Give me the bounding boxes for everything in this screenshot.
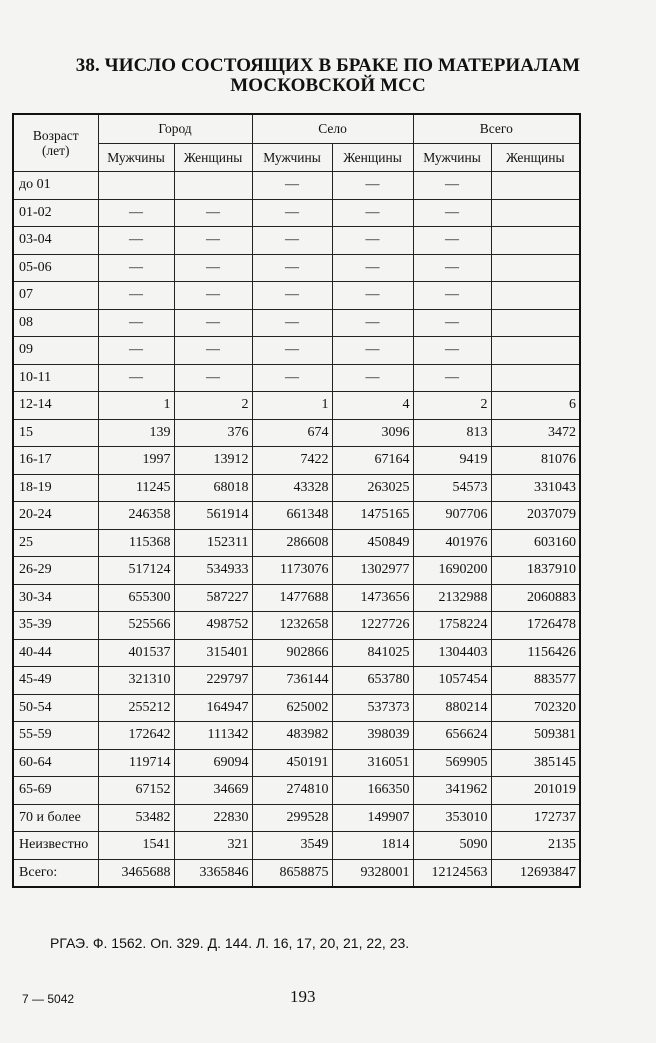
value-cell: — bbox=[413, 309, 491, 337]
table-body bbox=[13, 172, 580, 888]
value-cell: 3472 bbox=[491, 419, 580, 447]
age-cell: Всего: bbox=[13, 859, 98, 887]
age-column-header: Возраст (лет) bbox=[13, 114, 98, 172]
value-cell: 537373 bbox=[332, 694, 413, 722]
value-cell: 401537 bbox=[98, 639, 174, 667]
value-cell: 9328001 bbox=[332, 859, 413, 887]
value-cell: 1 bbox=[98, 392, 174, 420]
value-cell: 67164 bbox=[332, 447, 413, 475]
value-cell: — bbox=[332, 337, 413, 365]
value-cell: 813 bbox=[413, 419, 491, 447]
value-cell: 2060883 bbox=[491, 584, 580, 612]
value-cell: 498752 bbox=[174, 612, 252, 640]
marriage-statistics-table bbox=[12, 113, 581, 888]
value-cell: — bbox=[98, 254, 174, 282]
value-cell: 255212 bbox=[98, 694, 174, 722]
value-cell: 3465688 bbox=[98, 859, 174, 887]
value-cell: 12124563 bbox=[413, 859, 491, 887]
value-cell: — bbox=[332, 282, 413, 310]
value-cell: 1690200 bbox=[413, 557, 491, 585]
value-cell bbox=[491, 364, 580, 392]
value-cell: 517124 bbox=[98, 557, 174, 585]
value-cell: 9419 bbox=[413, 447, 491, 475]
value-cell: 13912 bbox=[174, 447, 252, 475]
age-cell: 70 и более bbox=[13, 804, 98, 832]
value-cell: 149907 bbox=[332, 804, 413, 832]
value-cell bbox=[491, 309, 580, 337]
table-row bbox=[13, 172, 580, 200]
value-cell: 1227726 bbox=[332, 612, 413, 640]
value-cell: 331043 bbox=[491, 474, 580, 502]
value-cell: 661348 bbox=[252, 502, 332, 530]
value-cell: — bbox=[332, 254, 413, 282]
value-cell: 81076 bbox=[491, 447, 580, 475]
value-cell: 201019 bbox=[491, 777, 580, 805]
value-cell: 1057454 bbox=[413, 667, 491, 695]
value-cell: — bbox=[174, 227, 252, 255]
age-cell: 35-39 bbox=[13, 612, 98, 640]
table-row bbox=[13, 309, 580, 337]
age-cell: 10-11 bbox=[13, 364, 98, 392]
value-cell: 907706 bbox=[413, 502, 491, 530]
table-row bbox=[13, 557, 580, 585]
value-cell bbox=[491, 199, 580, 227]
age-cell: 18-19 bbox=[13, 474, 98, 502]
value-cell: 1156426 bbox=[491, 639, 580, 667]
table-row bbox=[13, 722, 580, 750]
table-row bbox=[13, 227, 580, 255]
value-cell: — bbox=[332, 364, 413, 392]
group-header-total: Всего bbox=[413, 114, 580, 144]
value-cell: — bbox=[252, 309, 332, 337]
age-cell: 16-17 bbox=[13, 447, 98, 475]
age-cell: 15 bbox=[13, 419, 98, 447]
value-cell: 841025 bbox=[332, 639, 413, 667]
table-row bbox=[13, 584, 580, 612]
table-row bbox=[13, 667, 580, 695]
value-cell: 655300 bbox=[98, 584, 174, 612]
value-cell: — bbox=[332, 172, 413, 200]
value-cell: 7422 bbox=[252, 447, 332, 475]
value-cell: 509381 bbox=[491, 722, 580, 750]
table-row bbox=[13, 529, 580, 557]
value-cell: — bbox=[332, 227, 413, 255]
value-cell: 1475165 bbox=[332, 502, 413, 530]
age-cell: 55-59 bbox=[13, 722, 98, 750]
table-row bbox=[13, 254, 580, 282]
value-cell: 274810 bbox=[252, 777, 332, 805]
value-cell: 561914 bbox=[174, 502, 252, 530]
value-cell: — bbox=[252, 364, 332, 392]
value-cell bbox=[491, 337, 580, 365]
value-cell: — bbox=[252, 282, 332, 310]
age-cell: до 01 bbox=[13, 172, 98, 200]
value-cell: 1997 bbox=[98, 447, 174, 475]
age-cell: 01-02 bbox=[13, 199, 98, 227]
value-cell: 315401 bbox=[174, 639, 252, 667]
value-cell: 1232658 bbox=[252, 612, 332, 640]
value-cell: — bbox=[252, 199, 332, 227]
table-row bbox=[13, 639, 580, 667]
value-cell: 534933 bbox=[174, 557, 252, 585]
value-cell: — bbox=[332, 199, 413, 227]
table-row bbox=[13, 282, 580, 310]
table-row bbox=[13, 694, 580, 722]
age-cell: Неизвестно bbox=[13, 832, 98, 860]
value-cell: 483982 bbox=[252, 722, 332, 750]
value-cell: 603160 bbox=[491, 529, 580, 557]
value-cell: — bbox=[174, 337, 252, 365]
age-cell: 09 bbox=[13, 337, 98, 365]
value-cell: 11245 bbox=[98, 474, 174, 502]
value-cell: 587227 bbox=[174, 584, 252, 612]
value-cell: — bbox=[174, 199, 252, 227]
value-cell: — bbox=[413, 227, 491, 255]
subheader-village-women: Женщины bbox=[332, 144, 413, 172]
subheader-city-men: Мужчины bbox=[98, 144, 174, 172]
value-cell: 1302977 bbox=[332, 557, 413, 585]
value-cell: — bbox=[174, 309, 252, 337]
value-cell: — bbox=[174, 254, 252, 282]
value-cell bbox=[491, 254, 580, 282]
value-cell: 353010 bbox=[413, 804, 491, 832]
title-line-2: МОСКОВСКОЙ МСС bbox=[230, 75, 426, 96]
table-row bbox=[13, 859, 580, 887]
value-cell: 172642 bbox=[98, 722, 174, 750]
value-cell: 5090 bbox=[413, 832, 491, 860]
value-cell: 525566 bbox=[98, 612, 174, 640]
value-cell: — bbox=[98, 227, 174, 255]
value-cell: 321310 bbox=[98, 667, 174, 695]
table-row bbox=[13, 199, 580, 227]
value-cell: 1541 bbox=[98, 832, 174, 860]
value-cell: 229797 bbox=[174, 667, 252, 695]
value-cell: 1758224 bbox=[413, 612, 491, 640]
value-cell: — bbox=[98, 364, 174, 392]
value-cell bbox=[174, 172, 252, 200]
value-cell: — bbox=[98, 309, 174, 337]
value-cell: 1814 bbox=[332, 832, 413, 860]
value-cell: 2132988 bbox=[413, 584, 491, 612]
subheader-total-women: Женщины bbox=[491, 144, 580, 172]
value-cell: 22830 bbox=[174, 804, 252, 832]
age-cell: 65-69 bbox=[13, 777, 98, 805]
value-cell: 2135 bbox=[491, 832, 580, 860]
value-cell: 1726478 bbox=[491, 612, 580, 640]
age-cell: 07 bbox=[13, 282, 98, 310]
value-cell: — bbox=[252, 254, 332, 282]
value-cell: 880214 bbox=[413, 694, 491, 722]
value-cell: 67152 bbox=[98, 777, 174, 805]
age-cell: 05-06 bbox=[13, 254, 98, 282]
subheader-city-women: Женщины bbox=[174, 144, 252, 172]
value-cell: 656624 bbox=[413, 722, 491, 750]
table-row bbox=[13, 419, 580, 447]
value-cell: 450849 bbox=[332, 529, 413, 557]
age-cell: 45-49 bbox=[13, 667, 98, 695]
value-cell: 8658875 bbox=[252, 859, 332, 887]
source-citation: РГАЭ. Ф. 1562. Оп. 329. Д. 144. Л. 16, 17, 20, 21, 22, 23. bbox=[50, 935, 410, 951]
table-row bbox=[13, 612, 580, 640]
value-cell: — bbox=[413, 254, 491, 282]
value-cell: — bbox=[174, 364, 252, 392]
value-cell: 111342 bbox=[174, 722, 252, 750]
table-row bbox=[13, 447, 580, 475]
value-cell: 53482 bbox=[98, 804, 174, 832]
value-cell: 883577 bbox=[491, 667, 580, 695]
value-cell: — bbox=[252, 172, 332, 200]
age-cell: 08 bbox=[13, 309, 98, 337]
value-cell: 1 bbox=[252, 392, 332, 420]
value-cell: 401976 bbox=[413, 529, 491, 557]
table-row bbox=[13, 804, 580, 832]
value-cell: 68018 bbox=[174, 474, 252, 502]
value-cell: — bbox=[98, 282, 174, 310]
value-cell: — bbox=[332, 309, 413, 337]
table-row bbox=[13, 832, 580, 860]
value-cell: 376 bbox=[174, 419, 252, 447]
value-cell: 316051 bbox=[332, 749, 413, 777]
age-cell: 50-54 bbox=[13, 694, 98, 722]
value-cell: 1473656 bbox=[332, 584, 413, 612]
value-cell: 12693847 bbox=[491, 859, 580, 887]
value-cell: 2 bbox=[174, 392, 252, 420]
subheader-total-men: Мужчины bbox=[413, 144, 491, 172]
value-cell: 263025 bbox=[332, 474, 413, 502]
age-cell: 25 bbox=[13, 529, 98, 557]
value-cell: 450191 bbox=[252, 749, 332, 777]
value-cell: 1477688 bbox=[252, 584, 332, 612]
table-row bbox=[13, 474, 580, 502]
value-cell: 6 bbox=[491, 392, 580, 420]
value-cell: 34669 bbox=[174, 777, 252, 805]
value-cell: — bbox=[413, 337, 491, 365]
value-cell: 246358 bbox=[98, 502, 174, 530]
value-cell bbox=[98, 172, 174, 200]
value-cell: 385145 bbox=[491, 749, 580, 777]
age-cell: 26-29 bbox=[13, 557, 98, 585]
age-cell: 40-44 bbox=[13, 639, 98, 667]
table-row bbox=[13, 749, 580, 777]
value-cell: 4 bbox=[332, 392, 413, 420]
table-row bbox=[13, 364, 580, 392]
value-cell: 702320 bbox=[491, 694, 580, 722]
group-header-city: Город bbox=[98, 114, 252, 144]
table-row bbox=[13, 777, 580, 805]
value-cell: 2037079 bbox=[491, 502, 580, 530]
value-cell: 902866 bbox=[252, 639, 332, 667]
value-cell: — bbox=[252, 227, 332, 255]
value-cell: 164947 bbox=[174, 694, 252, 722]
age-cell: 30-34 bbox=[13, 584, 98, 612]
value-cell: 736144 bbox=[252, 667, 332, 695]
value-cell: 1304403 bbox=[413, 639, 491, 667]
value-cell: 3365846 bbox=[174, 859, 252, 887]
value-cell: 286608 bbox=[252, 529, 332, 557]
age-cell: 12-14 bbox=[13, 392, 98, 420]
value-cell: — bbox=[413, 172, 491, 200]
print-code: 7 — 5042 bbox=[22, 992, 75, 1006]
page-number: 193 bbox=[290, 987, 316, 1006]
value-cell: 3096 bbox=[332, 419, 413, 447]
value-cell: 299528 bbox=[252, 804, 332, 832]
table-row bbox=[13, 502, 580, 530]
value-cell: 2 bbox=[413, 392, 491, 420]
value-cell: 172737 bbox=[491, 804, 580, 832]
value-cell: — bbox=[98, 199, 174, 227]
value-cell: 3549 bbox=[252, 832, 332, 860]
table-row bbox=[13, 392, 580, 420]
value-cell bbox=[491, 172, 580, 200]
value-cell: 653780 bbox=[332, 667, 413, 695]
age-cell: 20-24 bbox=[13, 502, 98, 530]
value-cell: — bbox=[174, 282, 252, 310]
value-cell: — bbox=[413, 199, 491, 227]
value-cell: 43328 bbox=[252, 474, 332, 502]
value-cell: 166350 bbox=[332, 777, 413, 805]
value-cell: 1173076 bbox=[252, 557, 332, 585]
value-cell: 341962 bbox=[413, 777, 491, 805]
age-cell: 03-04 bbox=[13, 227, 98, 255]
age-cell: 60-64 bbox=[13, 749, 98, 777]
value-cell bbox=[491, 227, 580, 255]
value-cell: 1837910 bbox=[491, 557, 580, 585]
value-cell: 54573 bbox=[413, 474, 491, 502]
value-cell: 69094 bbox=[174, 749, 252, 777]
value-cell: — bbox=[252, 337, 332, 365]
value-cell: — bbox=[413, 364, 491, 392]
value-cell: 398039 bbox=[332, 722, 413, 750]
value-cell: 119714 bbox=[98, 749, 174, 777]
value-cell bbox=[491, 282, 580, 310]
subheader-village-men: Мужчины bbox=[252, 144, 332, 172]
value-cell: 115368 bbox=[98, 529, 174, 557]
table-title bbox=[40, 56, 616, 96]
title-line-1: 38. ЧИСЛО СОСТОЯЩИХ В БРАКЕ ПО МАТЕРИАЛАМ bbox=[75, 55, 581, 76]
value-cell: 674 bbox=[252, 419, 332, 447]
value-cell: — bbox=[413, 282, 491, 310]
value-cell: 321 bbox=[174, 832, 252, 860]
value-cell: 569905 bbox=[413, 749, 491, 777]
value-cell: — bbox=[98, 337, 174, 365]
value-cell: 139 bbox=[98, 419, 174, 447]
value-cell: 152311 bbox=[174, 529, 252, 557]
value-cell: 625002 bbox=[252, 694, 332, 722]
group-header-village: Село bbox=[252, 114, 413, 144]
table-row bbox=[13, 337, 580, 365]
